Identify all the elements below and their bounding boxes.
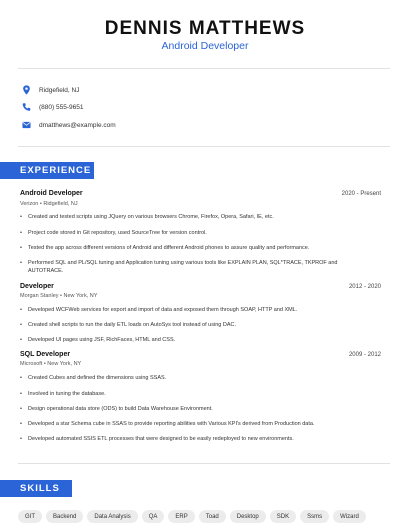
candidate-name: DENNIS MATTHEWS (104, 18, 306, 39)
job-bullet: • Project code stored in Git repository, used SourceTree for version control. (20, 230, 207, 236)
job-bullet: • Tested the app across different versions of Android and different Android phones to assure quality and performance. (20, 245, 310, 251)
skill-chip: Wizard (333, 510, 366, 523)
job-company-location: Verizon • Ridgefield, NJ (20, 201, 78, 207)
divider (18, 146, 390, 147)
experience-heading: EXPERIENCE (0, 162, 94, 179)
skill-chip: QA (142, 510, 165, 523)
job-bullet: • Performed SQL and PL/SQL tuning and Application tuning using various tools like EXPLAIN PLAN, SQL*TRACE, TKPROF and AUTOTRACE. (20, 260, 338, 274)
job-bullet: • Created and tested scripts using JQuery on various browsers Chrome, Firefox, Opera, Safari, IE, etc. (20, 214, 274, 220)
skill-chip: Ssms (300, 510, 329, 523)
job-company: Verizon (20, 201, 39, 207)
job-bullet: • Created Cubes and defined the dimensions using SSAS. (20, 375, 167, 381)
skill-chip: SDK (270, 510, 296, 523)
contact-phone-text: (880) 555-9651 (39, 103, 84, 111)
job-bullet: • Developed UI pages using JSF, RichFaces, HTML and CSS. (20, 337, 176, 343)
job-bullet: • Developed WCFWeb services for export and import of data and exposed them through SOAP, HTTP and XML. (20, 307, 298, 313)
skill-chip: GIT (18, 510, 42, 523)
email-icon (22, 120, 31, 130)
contact-email (22, 119, 116, 131)
skills-heading: SKILLS (0, 480, 72, 497)
divider (18, 463, 390, 464)
job-bullet: • Involved in tuning the database. (20, 391, 106, 397)
job-location: New York, NY (63, 293, 98, 299)
job-company-location: Microsoft • New York, NY (20, 361, 82, 367)
contact-location (22, 84, 79, 96)
contact-phone (22, 101, 83, 113)
skill-chip: Desktop (230, 510, 266, 523)
skill-chip: Data Analysis (87, 510, 137, 523)
job-title: Developer (20, 283, 54, 290)
divider (18, 68, 390, 69)
location-pin-icon (22, 85, 31, 95)
phone-icon (22, 102, 31, 112)
skills-list (18, 510, 366, 523)
job-bullet: • Design operational data store (ODS) to build Data Warehouse Environment. (20, 406, 213, 412)
job-company: Morgan Stanley (20, 293, 59, 299)
job-company-location: Morgan Stanley • New York, NY (20, 293, 98, 299)
job-dates: 2009 - 2012 (348, 352, 381, 358)
contact-email-text: dmatthews@example.com (39, 121, 116, 129)
contact-location-text: Ridgefield, NJ (39, 86, 80, 94)
skill-chip: ERP (168, 510, 194, 523)
job-dates: 2012 - 2020 (348, 284, 381, 290)
job-bullet: • Developed automated SSIS ETL processes that were designed to be easily redeployed to new environments. (20, 436, 294, 442)
job-dates: 2020 - Present (341, 191, 381, 197)
job-location: New York, NY (47, 361, 82, 367)
job-company: Microsoft (20, 361, 43, 367)
job-bullet: • Developed a star Schema cube in SSAS to provide reporting abilities with Various KPI's derived from Production data. (20, 421, 315, 427)
skill-chip: Toad (199, 510, 226, 523)
skill-chip: Backend (46, 510, 83, 523)
job-title: SQL Developer (20, 351, 71, 358)
job-title: Android Developer (20, 190, 83, 197)
job-bullet: • Created shell scripts to run the daily ETL loads on AutoSys tool instead of using DAC. (20, 322, 236, 328)
job-location: Ridgefield, NJ (43, 201, 78, 207)
candidate-role: Android Developer (161, 40, 249, 52)
